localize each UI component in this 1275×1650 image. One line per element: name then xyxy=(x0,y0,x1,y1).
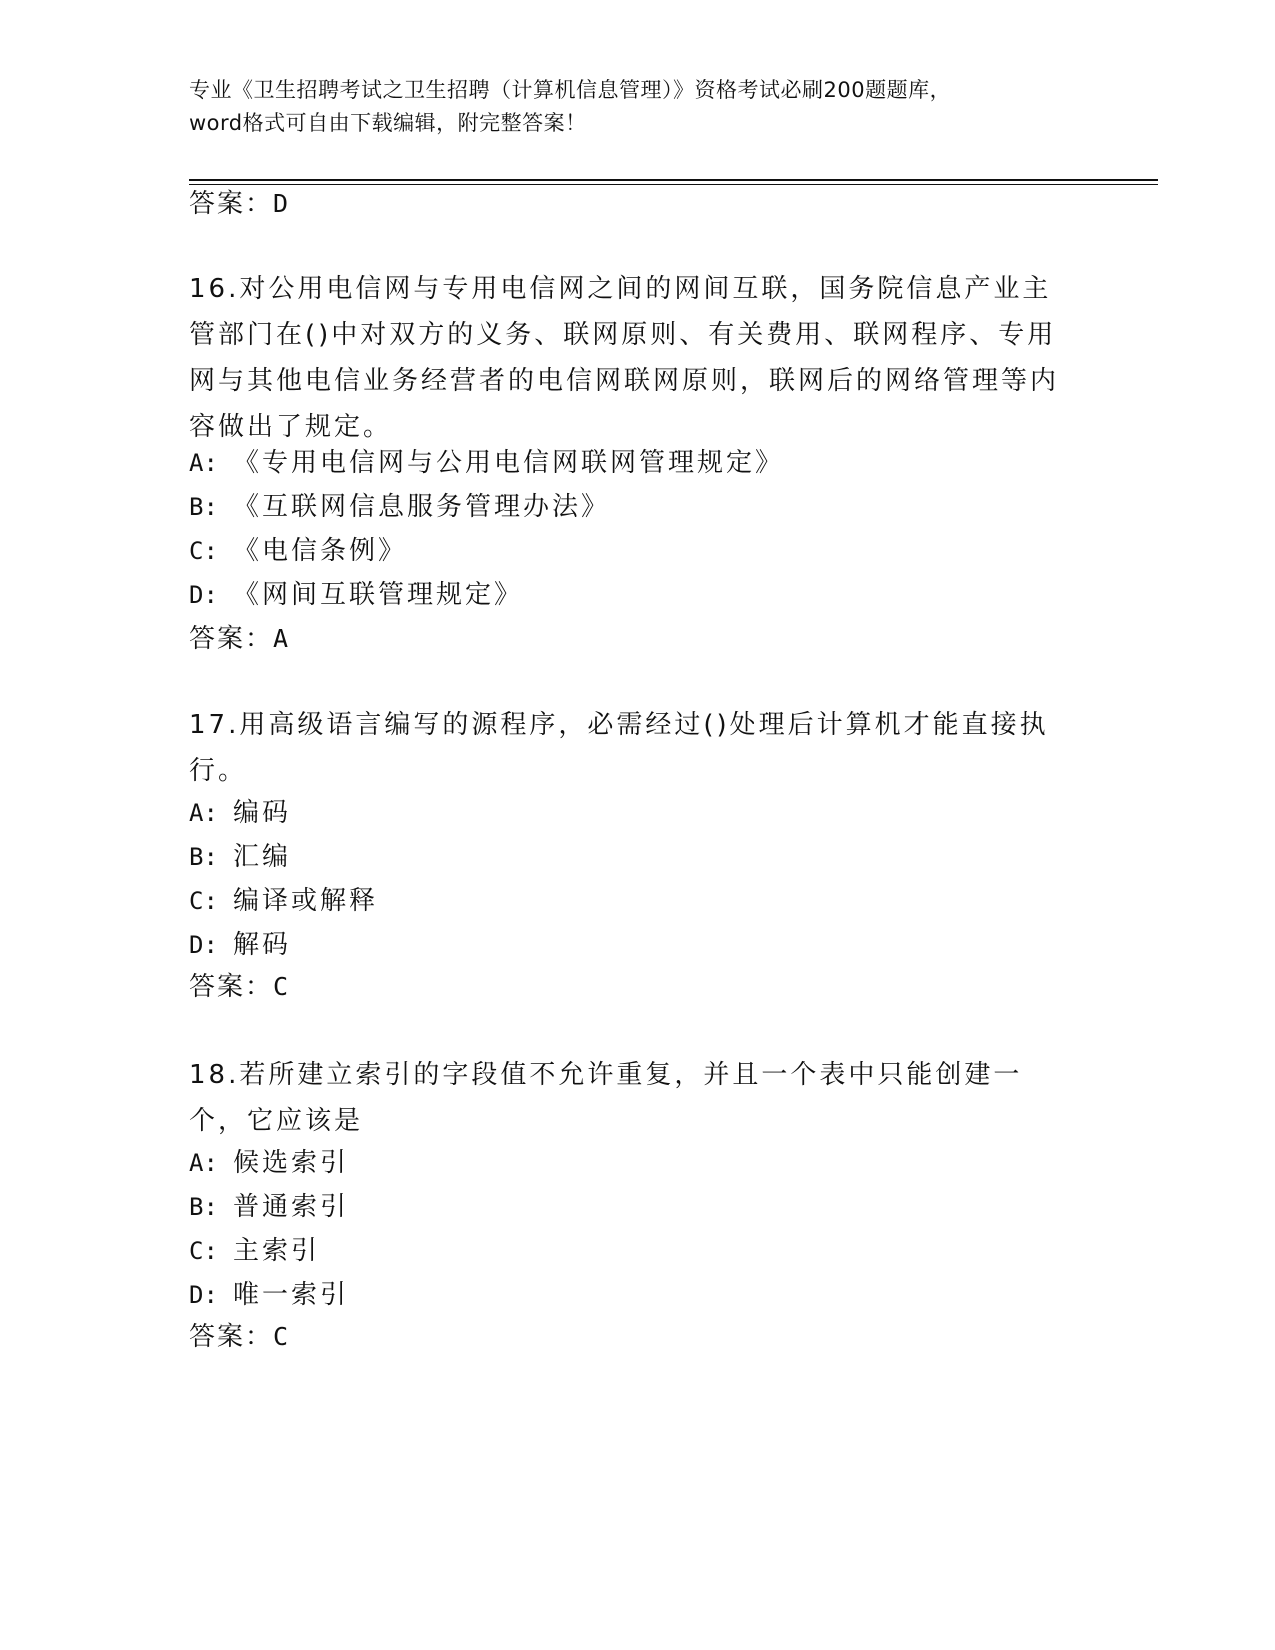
question-17-stem: 17.用高级语言编写的源程序，必需经过()处理后计算机才能直接执行。 xyxy=(189,710,1049,786)
header-divider-thin xyxy=(189,184,1158,185)
option-text: 汇编 xyxy=(233,842,292,872)
option-text: 候选索引 xyxy=(233,1148,350,1178)
answer-value: A xyxy=(273,624,289,653)
option-text: 主索引 xyxy=(233,1236,321,1266)
option-text: 《互联网信息服务管理办法》 xyxy=(233,492,611,522)
header-divider-thick xyxy=(189,179,1158,181)
option-key: C: xyxy=(189,537,218,565)
option-key: A: xyxy=(189,1149,218,1177)
question-17-answer xyxy=(189,970,288,1004)
question-18-stem: 18.若所建立索引的字段值不允许重复，并且一个表中只能创建一个，它应该是 xyxy=(189,1060,1023,1136)
option-key: D: xyxy=(189,1281,218,1309)
question-18-option-b xyxy=(189,1190,349,1224)
question-18-option-c xyxy=(189,1234,320,1268)
answer-value: C xyxy=(273,972,289,1001)
answer-label: 答案： xyxy=(189,1322,274,1352)
question-16-stem: 16.对公用电信网与专用电信网之间的网间互联，国务院信息产业主管部门在()中对双方的义务、联网原则、有关费用、联网程序、专用网与其他电信业务经营者的电信网联网原则，联网后的网络管理等内容做出了规定。 xyxy=(189,274,1060,442)
option-text: 《专用电信网与公用电信网联网管理规定》 xyxy=(233,448,785,478)
option-key: B: xyxy=(189,493,218,521)
header-line-2: word格式可自由下载编辑，附完整答案！ xyxy=(189,111,587,135)
answer-label: 答案： xyxy=(189,624,274,654)
option-key: B: xyxy=(189,843,218,871)
question-18-answer xyxy=(189,1320,288,1354)
option-key: D: xyxy=(189,581,218,609)
question-17-option-b xyxy=(189,840,291,874)
option-text: 《电信条例》 xyxy=(233,536,408,566)
question-17-option-a xyxy=(189,796,291,830)
option-text: 普通索引 xyxy=(233,1192,350,1222)
question-16-option-a xyxy=(189,446,784,480)
answer-value: C xyxy=(273,1322,289,1351)
document-header xyxy=(189,74,1089,140)
option-text: 编码 xyxy=(233,798,292,828)
option-key: C: xyxy=(189,887,218,915)
option-text: 编译或解释 xyxy=(233,886,379,916)
option-key: A: xyxy=(189,449,218,477)
option-key: A: xyxy=(189,799,218,827)
question-18-option-d xyxy=(189,1278,349,1312)
option-key: B: xyxy=(189,1193,218,1221)
option-text: 《网间互联管理规定》 xyxy=(233,580,524,610)
option-key: D: xyxy=(189,931,218,959)
answer-value: D xyxy=(273,189,289,218)
question-16-option-c xyxy=(189,534,407,568)
option-text: 唯一索引 xyxy=(233,1280,350,1310)
question-16-option-d xyxy=(189,578,523,612)
header-line-1: 专业《卫生招聘考试之卫生招聘（计算机信息管理）》资格考试必刷200题题库， xyxy=(189,78,952,102)
question-17-option-d xyxy=(189,928,291,962)
question-17-option-c xyxy=(189,884,378,918)
answer-label: 答案： xyxy=(189,189,274,219)
question-16-option-b xyxy=(189,490,610,524)
answer-prev xyxy=(189,187,288,221)
option-key: C: xyxy=(189,1237,218,1265)
question-16-answer xyxy=(189,622,288,656)
question-18-option-a xyxy=(189,1146,349,1180)
option-text: 解码 xyxy=(233,930,292,960)
answer-label: 答案： xyxy=(189,972,274,1002)
